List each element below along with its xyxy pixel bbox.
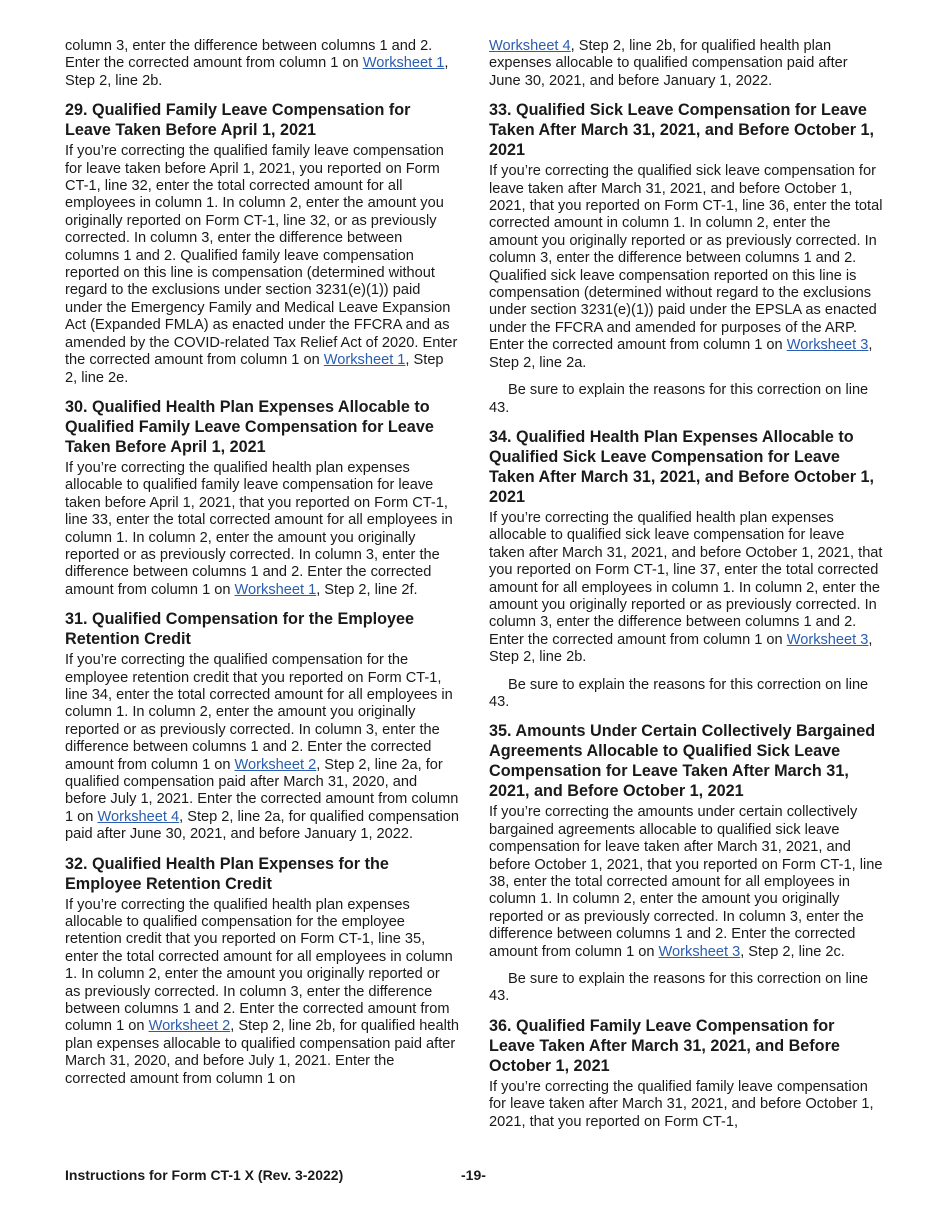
section-34-heading: 34. Qualified Health Plan Expenses Allocable to Qualified Sick Leave Compensation for Leave Taken After March 31, 2021, and Before October 1, 2021 — [489, 427, 875, 506]
section-36 — [489, 1016, 883, 1131]
worksheet-1-link[interactable]: Worksheet 1 — [323, 352, 406, 369]
section-32 — [65, 854, 459, 1088]
section-30-heading: 30. Qualified Health Plan Expenses Allocable to Qualified Family Leave Compensation for Leave Taken Before April 1, 2021 — [65, 397, 434, 456]
section-33-heading: 33. Qualified Sick Leave Compensation for Leave Taken After March 31, 2021, and Before October 1, 2021 — [489, 101, 875, 160]
section-34-note: Be sure to explain the reasons for this correction on line 43. — [489, 676, 869, 710]
section-33-note: Be sure to explain the reasons for this correction on line 43. — [489, 382, 869, 416]
section-34-body: If you’re correcting the qualified health plan expenses allocable to qualified sick leave compensation for leave taken after March 31, 2021, and before October 1, 2021, that you reported on Form CT-1, line 37, enter the total corrected amount for all employees in column 1. In column 2, enter the amount you originally reported or as previously corrected. In column 3, enter the difference between columns 1 and 2. Enter the corrected amount from column 1 on Worksheet 3, Step 2, line 2b. — [489, 509, 883, 666]
section-35-heading: 35. Amounts Under Certain Collectively Bargained Agreements Allocable to Qualified Sick Leave Compensation for Leave Taken After March 31, 2021, and Before October 1, 2021 — [489, 722, 876, 801]
section-29-body: If you’re correcting the qualified family leave compensation for leave taken before April 1, 2021, you reported on Form CT-1, line 32, enter the total corrected amount for all employees in column 1. In column 2, enter the amount you originally reported on Form CT-1, line 32, or as previously corrected. In column 3, enter the difference between columns 1 and 2. Qualified family leave compensation reported on this line is compensation (determined without regard to the exclusions under section 3231(e)(1)) paid under the Emergency Family and Medical Leave Expansion Act (Expanded FMLA) as enacted under the FFCRA and as amended by the COVID-related Tax Relief Act of 2020. Enter the corrected amount from column 1 on Worksheet 1, Step 2, line 2e. — [65, 143, 458, 386]
section-36-heading: 36. Qualified Family Leave Compensation for Leave Taken After March 31, 2021, and Before October 1, 2021 — [489, 1016, 840, 1075]
section-36-body: If you’re correcting the qualified family leave compensation for leave taken after March 31, 2021, and before October 1, 2021, that you reported on Form CT-1, — [489, 1078, 874, 1130]
section-35-body: If you’re correcting the amounts under certain collectively bargained agreements allocable to qualified sick leave compensation for leave taken after March 31, 2021, and before October 1, 2021, that you reported on Form CT-1, line 38, enter the total corrected amount for all employees in column 1. In column 2, enter the amount you originally reported or as previously corrected. In column 3, enter the difference between columns 1 and 2. Enter the corrected amount from column 1 on Worksheet 3, Step 2, line 2c. — [489, 804, 883, 960]
worksheet-2-link[interactable]: Worksheet 2 — [234, 756, 317, 773]
section-33 — [489, 100, 883, 417]
section-32-continued: Worksheet 4, Step 2, line 2b, for qualified health plan expenses allocable to qualified compensation paid after June 30, 2021, and before January 1, 2022. — [489, 38, 848, 89]
page-number: -19- — [461, 1167, 486, 1183]
intro-paragraph: column 3, enter the difference between columns 1 and 2. Enter the corrected amount from column 1 on Worksheet 1, Step 2, line 2b. — [65, 38, 449, 89]
section-29-heading: 29. Qualified Family Leave Compensation for Leave Taken Before April 1, 2021 — [65, 101, 411, 140]
section-31-body: If you’re correcting the qualified compensation for the employee retention credit that you reported on Form CT-1, line 34, enter the total corrected amount for all employees in column 1. In column 2, enter the amount you originally reported or as previously corrected. In column 3, enter the difference between columns 1 and 2. Enter the corrected amount from column 1 on Worksheet 2, Step 2, line 2a, for qualified compensation paid after March 31, 2020, and before July 1, 2021. Enter the corrected amount from column 1 on Worksheet 4, Step 2, line 2a, for qualified compensation paid after June 30, 2021, and before January 1, 2022. — [65, 652, 460, 843]
section-31-heading: 31. Qualified Compensation for the Employee Retention Credit — [65, 610, 414, 649]
section-33-body: If you’re correcting the qualified sick leave compensation for leave taken after March 31, 2021, and before October 1, 2021, that you reported on Form CT-1, line 36, enter the total corrected amount in column 1. In column 2, enter the amount you originally reported or as previously corrected. In column 3, enter the difference between columns 1 and 2. Qualified sick leave compensation reported on this line is compensation (determined without regard to the exclusions under section 3231(e)(1)) paid under the EPSLA as enacted under the FFCRA and amended for purposes of the ARP. Enter the corrected amount from column 1 on Worksheet 3, Step 2, line 2a. — [489, 163, 883, 371]
worksheet-3-link[interactable]: Worksheet 3 — [658, 943, 741, 960]
section-34 — [489, 427, 883, 711]
worksheet-1-link[interactable]: Worksheet 1 — [362, 55, 445, 72]
footer-form-title: Instructions for Form CT-1 X (Rev. 3-2022) — [65, 1167, 344, 1183]
worksheet-2-link[interactable]: Worksheet 2 — [148, 1018, 231, 1035]
section-35-note: Be sure to explain the reasons for this correction on line 43. — [489, 971, 869, 1005]
section-30 — [65, 397, 459, 599]
section-35 — [489, 721, 883, 1005]
worksheet-4-link[interactable]: Worksheet 4 — [97, 808, 180, 825]
left-column — [65, 38, 459, 1098]
worksheet-1-link[interactable]: Worksheet 1 — [234, 581, 317, 598]
worksheet-4-link[interactable]: Worksheet 4 — [489, 38, 571, 54]
section-32-body: If you’re correcting the qualified health plan expenses allocable to qualified compensation for the employee retention credit that you reported on Form CT-1, line 35, enter the total corrected amount for all employees in column 1. In column 2, enter the amount you originally reported or as previously corrected. In column 3, enter the difference between columns 1 and 2. Enter the corrected amount from column 1 on Worksheet 2, Step 2, line 2b, for qualified health plan expenses allocable to qualified compensation paid after March 31, 2020, and before July 1, 2021. Enter the corrected amount from column 1 on — [65, 896, 460, 1087]
section-32-heading: 32. Qualified Health Plan Expenses for the Employee Retention Credit — [65, 854, 389, 893]
section-29 — [65, 100, 459, 387]
worksheet-3-link[interactable]: Worksheet 3 — [786, 631, 869, 648]
worksheet-3-link[interactable]: Worksheet 3 — [786, 337, 869, 354]
right-column — [489, 38, 883, 1141]
section-30-body: If you’re correcting the qualified health plan expenses allocable to qualified family leave compensation for leave taken before April 1, 2021, that you reported on Form CT-1, line 33, enter the total corrected amount for all employees in column 1. In column 2, enter the amount you originally reported or as previously corrected. In column 3, enter the difference between columns 1 and 2. Enter the corrected amount from column 1 on Worksheet 1, Step 2, line 2f. — [65, 459, 453, 598]
section-31 — [65, 609, 459, 843]
